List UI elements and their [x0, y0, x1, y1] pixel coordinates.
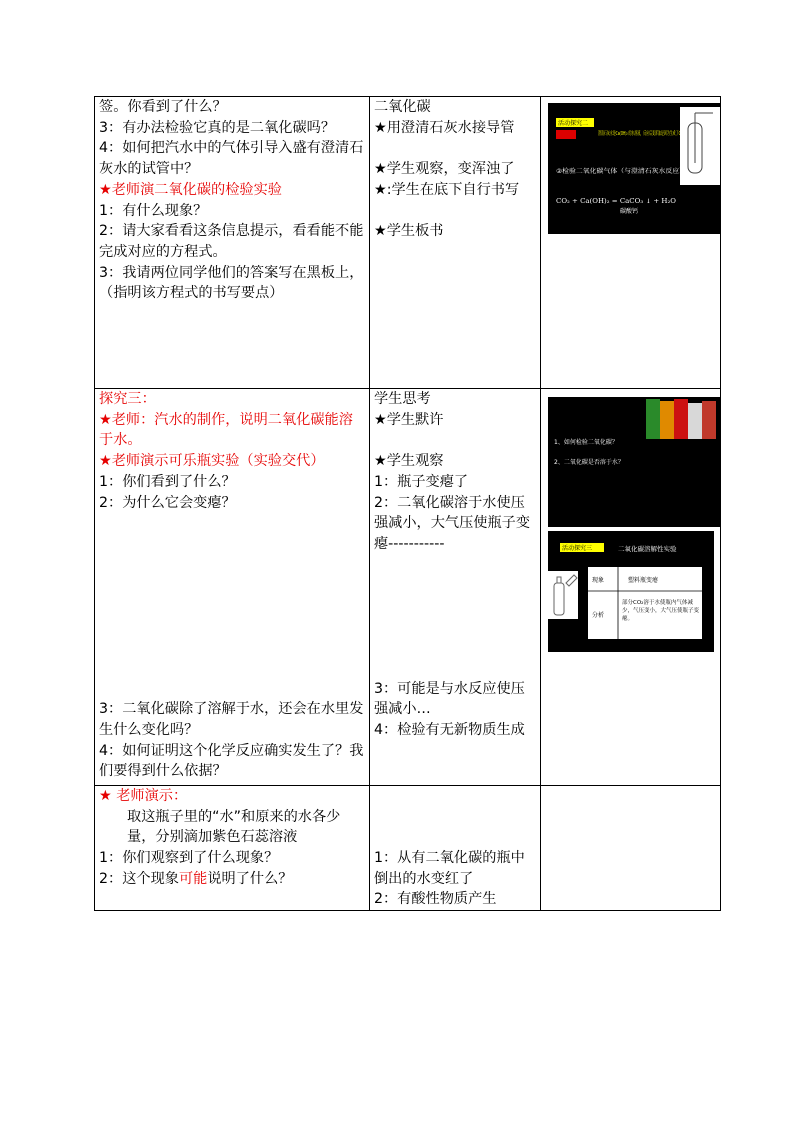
text-line: （指明该方程式的书写要点） [99, 285, 284, 302]
text-line: ★学生板书 [373, 223, 444, 240]
text-line: ★学生观察 [373, 453, 444, 470]
text-line: 学生思考 [373, 391, 431, 407]
teacher-activity-cell [95, 389, 370, 786]
text-line: 4：检验有无新物质生成 [373, 722, 525, 739]
slide-image-cans [548, 397, 721, 527]
text-line: 3：二氧化碳除了溶解于水，还会在水里发生什么变化吗？ [99, 701, 364, 738]
text-line: 签。你看到了什么？ [99, 99, 227, 115]
text-line: 3：有办法检验它真的是二氧化碳吗？ [99, 119, 336, 136]
highlighted-line: ★老师：汽水的制作，说明二氧化碳能溶于水。 [99, 411, 353, 449]
student-activity-cell [369, 389, 540, 786]
slide-badge: 活动探究二 [557, 120, 588, 127]
highlighted-line: ★老师演示可乐瓶实验（实验交代） [99, 453, 325, 470]
slide-badge: 活动探究三 [561, 545, 592, 552]
text-line: 1：你们观察到了什么现象？ [99, 850, 279, 867]
slide-hint-line [598, 129, 688, 137]
text-line: 1：从有二氧化碳的瓶中倒出的水变红了 [373, 850, 525, 887]
text-line: 1：你们看到了什么？ [99, 473, 236, 490]
slide-title: 二氧化碳溶解性实验 [617, 545, 677, 553]
slide-equation: CO₂ + Ca(OH)₂ = CaCO₃ ↓ + H₂O [555, 198, 676, 205]
text-line: 2：二氧化碳溶于水使压强减小，大气压使瓶子变瘪----------- [373, 494, 531, 552]
text-line: 2：有酸性物质产生 [373, 891, 497, 908]
text-line: ★学生默许 [373, 411, 444, 428]
text-line: ★:学生在底下自行书写 [373, 181, 520, 198]
text-line: ★用澄清石灰水接导管 [373, 119, 515, 136]
slide-product-label: 碳酸钙 [619, 208, 638, 215]
highlighted-line: ★老师演二氧化碳的检验实验 [99, 181, 282, 198]
table-value: 塑料瓶变瘪 [627, 577, 658, 584]
table-label: 分析 [591, 612, 604, 619]
slide-image-solubility [548, 531, 714, 652]
text-line: 4：如何证明这个化学反应确实发生了？我们要得到什么依据？ [99, 742, 364, 780]
section-heading: ★ 老师演示： [99, 788, 188, 804]
slide-image-co2-test [548, 103, 721, 234]
text-line: 1：有什么现象？ [99, 202, 208, 219]
teacher-activity-cell [95, 786, 370, 911]
bottle-illustration [548, 571, 578, 619]
section-heading: 探究三： [99, 391, 156, 407]
table-label: 现象 [591, 577, 604, 584]
slide-title-line: ②检验二氧化碳气体（与澄清石灰水反应） [555, 168, 670, 175]
slide-cell [540, 97, 720, 389]
text-line: 2：为什么它会变瘪？ [99, 494, 236, 511]
text-fragment: 2：这个现象 [99, 870, 179, 887]
empty-slide-cell [540, 786, 720, 911]
slide-question-1: 1、如何检验二氧化碳？ [553, 439, 618, 446]
slide-cell [540, 389, 720, 786]
student-activity-cell [369, 97, 540, 389]
table-row [95, 786, 721, 911]
table-value: 部分CO₂溶于水使瓶内气体减少，气压变小，大气压使瓶子变瘪。 [621, 600, 699, 622]
highlighted-fragment: 可能 [178, 870, 208, 887]
table-row [95, 389, 721, 786]
text-line: 二氧化碳 [373, 99, 431, 115]
text-line: 3：我请两位同学他们的答案写在黑板上， [99, 264, 364, 281]
slide-question-2: 2、二氧化碳是否溶于水？ [553, 459, 624, 466]
text-line [99, 869, 365, 890]
text-fragment: 说明了什么？ [207, 870, 293, 887]
table-row [95, 97, 721, 389]
text-line: 4：如何把汽水中的气体引导入盛有澄清石灰水的试管中？ [99, 140, 364, 178]
lesson-plan-table [94, 96, 721, 911]
teacher-activity-cell [95, 97, 370, 389]
test-tube-illustration [680, 107, 720, 185]
text-line: 1：瓶子变瘪了 [373, 473, 469, 490]
text-line: ★学生观察，变浑浊了 [373, 161, 515, 178]
text-line: 3：可能是与水反应使压强减小… [373, 680, 525, 718]
student-activity-cell [369, 786, 540, 911]
text-line: 2：请大家看看这条信息提示，看看能不能完成对应的方程式。 [99, 223, 364, 260]
soda-cans-illustration [646, 399, 716, 439]
text-paragraph: 取这瓶子里的“水”和原来的水各少量，分别滴加紫色石蕊溶液 [127, 808, 341, 846]
